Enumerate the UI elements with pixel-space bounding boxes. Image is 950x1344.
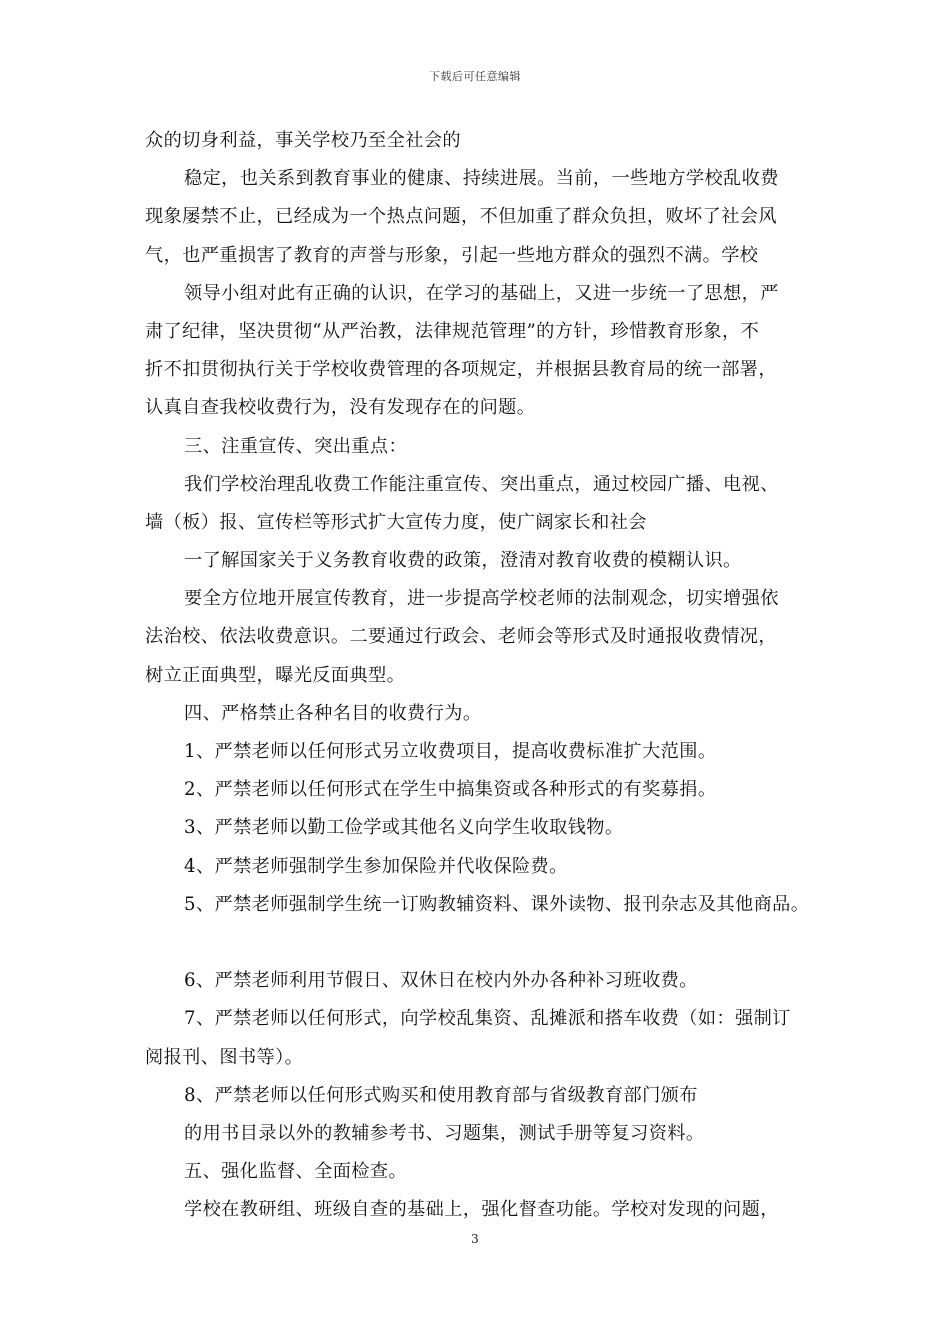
blank-line <box>145 924 825 962</box>
page-header-note: 下载后可任意编辑 <box>429 70 521 83</box>
section-heading: 四、严格禁止各种名目的收费行为。 <box>184 702 482 724</box>
paragraph-line: 树立正面典型，曝光反面典型。 <box>145 664 406 686</box>
paragraph-line: 现象屡禁不止，已经成为一个热点问题，不但加重了群众负担，败坏了社会风 <box>145 206 777 228</box>
paragraph-line: 众的切身利益，事关学校乃至全社会的 <box>145 130 461 151</box>
paragraph-line: 肃了纪律，坚决贯彻“从严治教，法律规范管理”的方针，珍惜教育形象，不 <box>145 320 760 342</box>
list-item: 5、严禁老师强制学生统一订购教辅资料、课外读物、报刊杂志及其他商品。 <box>184 893 810 915</box>
paragraph-line: 法治校、依法收费意识。二要通过行政会、老师会等形式及时通报收费情况， <box>145 626 777 648</box>
section-heading: 三、注重宣传、突出重点： <box>184 435 408 457</box>
paragraph-line: 墙（板）报、宣传栏等形式扩大宣传力度，使广阔家长和社会 <box>145 511 647 533</box>
paragraph-line: 我们学校治理乱收费工作能注重宣传、突出重点，通过校园广播、电视、 <box>184 473 779 495</box>
list-item: 8、严禁老师以任何形式购买和使用教育部与省级教育部门颁布 <box>184 1084 698 1106</box>
paragraph-line: 要全方位地开展宣传教育，进一步提高学校老师的法制观念，切实增强依 <box>184 588 779 610</box>
paragraph-line: 认真自查我校收费行为，没有发现存在的问题。 <box>145 397 536 419</box>
list-item: 1、严禁老师以任何形式另立收费项目，提高收费标准扩大范围。 <box>184 741 717 762</box>
paragraph-line: 气，也严重损害了教育的声誉与形象，引起一些地方群众的强烈不满。学校 <box>145 244 759 266</box>
paragraph-line: 折不扣贯彻执行关于学校收费管理的各项规定，并根据县教育局的统一部署， <box>145 359 777 381</box>
paragraph-line: 稳定，也关系到教育事业的健康、持续进展。当前，一些地方学校乱收费 <box>184 168 779 190</box>
list-item-continuation: 阅报刊、图书等）。 <box>145 1046 304 1068</box>
list-item-continuation: 的用书目录以外的教辅参考书、习题集，测试手册等复习资料。 <box>184 1122 705 1144</box>
list-item: 3、严禁老师以勤工俭学或其他名义向学生收取钱物。 <box>184 817 624 839</box>
section-heading: 五、强化监督、全面检查。 <box>184 1161 408 1183</box>
list-item: 6、严禁老师利用节假日、双休日在校内外办各种补习班收费。 <box>184 970 698 992</box>
paragraph-line: 领导小组对此有正确的认识，在学习的基础上，又进一步统一了思想，严 <box>184 282 779 304</box>
document-body <box>145 122 825 1229</box>
list-item: 7、严禁老师以任何形式，向学校乱集资、乱摊派和搭车收费（如：强制订 <box>184 1008 791 1030</box>
list-item: 2、严禁老师以任何形式在学生中搞集资或各种形式的有奖募捐。 <box>184 779 717 801</box>
list-item: 4、严禁老师强制学生参加保险并代收保险费。 <box>184 855 568 877</box>
paragraph-line: 一了解国家关于义务教育收费的政策，澄清对教育收费的模糊认识。 <box>184 550 742 572</box>
page-number: 3 <box>471 1232 479 1246</box>
paragraph-line: 学校在教研组、班级自查的基础上，强化督查功能。学校对发现的问题， <box>184 1199 779 1221</box>
